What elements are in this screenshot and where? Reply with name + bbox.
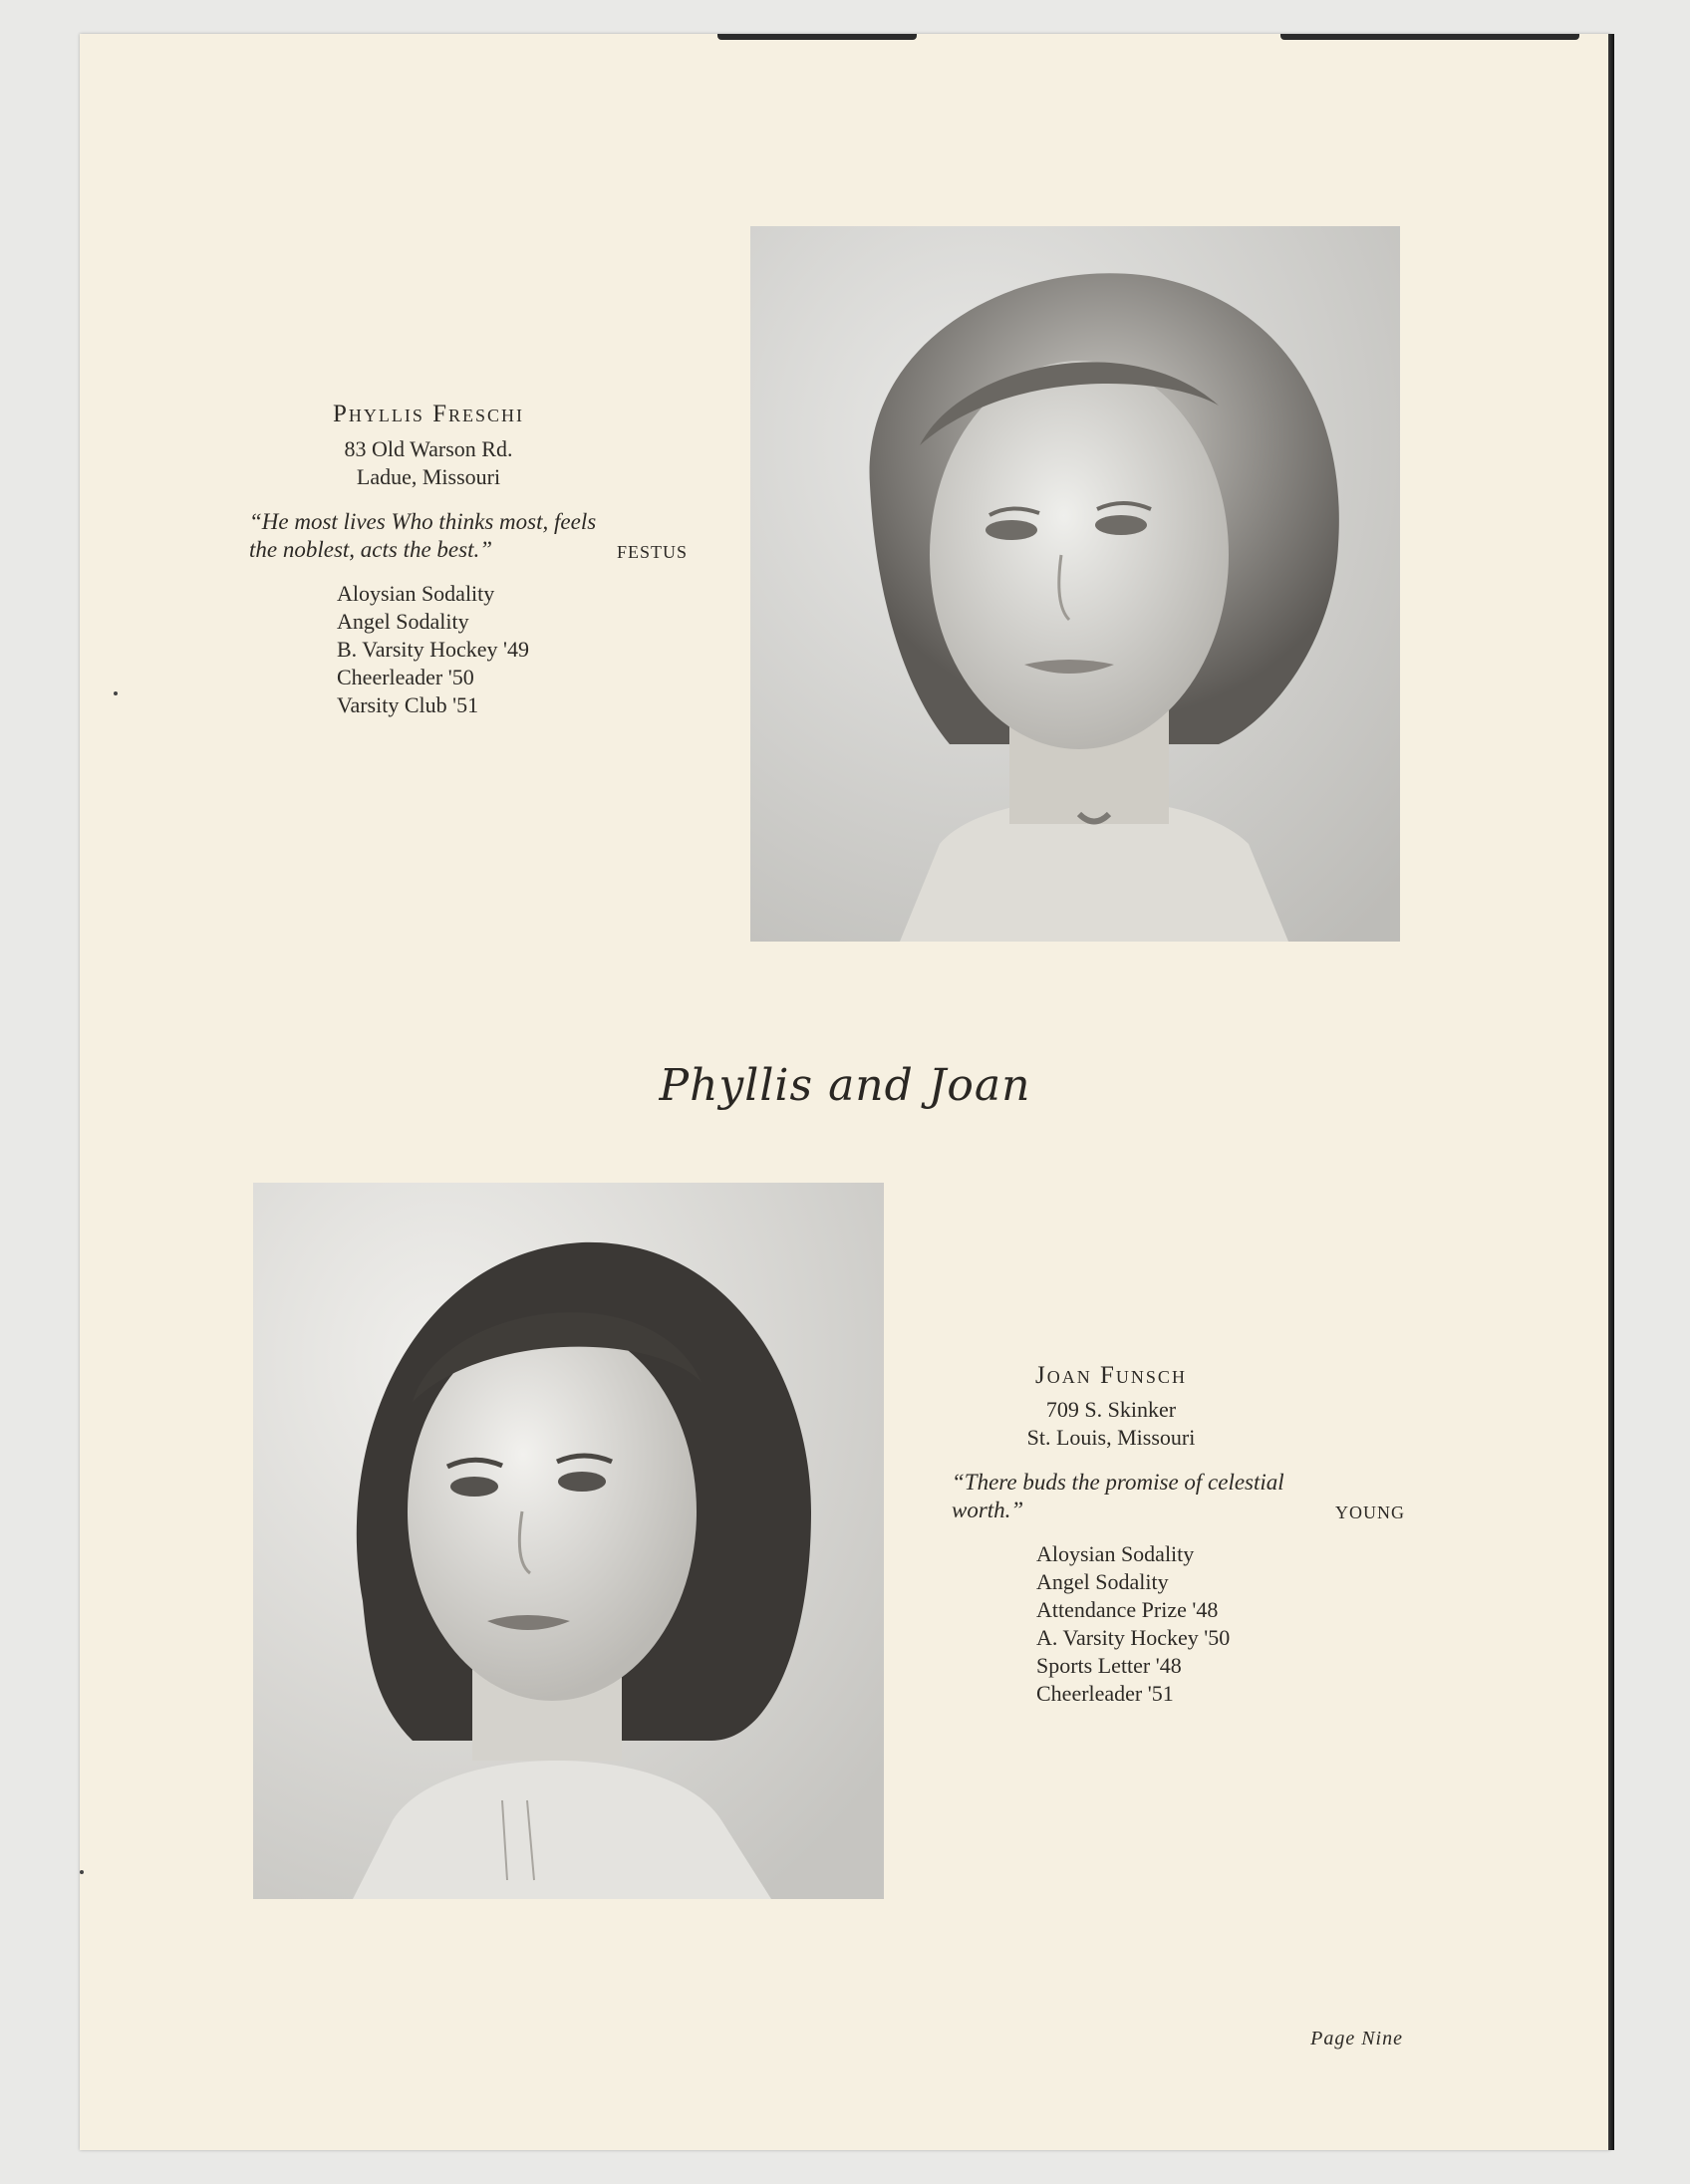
address-line2: St. Louis, Missouri xyxy=(1026,1425,1196,1450)
speck xyxy=(80,1870,84,1874)
student-name-phyllis: Phyllis Freschi xyxy=(332,401,525,427)
activity-item: Aloysian Sodality xyxy=(1036,1541,1195,1566)
address-line1: 709 S. Skinker xyxy=(1045,1397,1177,1422)
portrait-joan xyxy=(253,1183,884,1899)
activity-item: Varsity Club '51 xyxy=(337,692,479,717)
activities-list-joan xyxy=(1036,1540,1230,1708)
activity-item: Angel Sodality xyxy=(1036,1569,1169,1594)
scan-edge-shadow xyxy=(717,34,917,40)
activities-list-phyllis xyxy=(337,580,529,719)
address-line2: Ladue, Missouri xyxy=(356,464,501,489)
student-quote-phyllis xyxy=(249,508,688,564)
student-quote-joan xyxy=(952,1469,1405,1524)
page-title: Phyllis and Joan xyxy=(659,1060,1031,1111)
quote-line1: “He most lives Who thinks most, feels xyxy=(249,509,597,534)
quote-line2-wrap xyxy=(249,536,688,564)
activity-item: Angel Sodality xyxy=(337,609,469,634)
student-address-joan xyxy=(962,1396,1261,1452)
scan-edge-shadow xyxy=(1280,34,1579,40)
quote-line1: “There buds the promise of celestial xyxy=(952,1470,1284,1495)
quote-line2-wrap xyxy=(952,1497,1405,1524)
activity-item: Cheerleader '51 xyxy=(1036,1681,1174,1706)
portrait-phyllis xyxy=(750,226,1400,942)
student-address-phyllis xyxy=(279,435,578,491)
quote-line2: worth.” xyxy=(952,1498,1024,1522)
activity-item: B. Varsity Hockey '49 xyxy=(337,637,529,662)
quote-author: FESTUS xyxy=(616,542,688,562)
address-line1: 83 Old Warson Rd. xyxy=(344,436,513,461)
student-name-joan: Joan Funsch xyxy=(1035,1362,1187,1389)
activity-item: Sports Letter '48 xyxy=(1036,1653,1182,1678)
activity-item: Attendance Prize '48 xyxy=(1036,1597,1219,1622)
quote-author: YOUNG xyxy=(1335,1502,1405,1522)
page-number: Page Nine xyxy=(1310,2028,1403,2049)
speck xyxy=(114,691,118,695)
activity-item: Aloysian Sodality xyxy=(337,581,495,606)
quote-line2: the noblest, acts the best.” xyxy=(249,537,493,562)
activity-item: A. Varsity Hockey '50 xyxy=(1036,1625,1231,1650)
yearbook-page xyxy=(80,34,1610,2150)
activity-item: Cheerleader '50 xyxy=(337,665,474,689)
